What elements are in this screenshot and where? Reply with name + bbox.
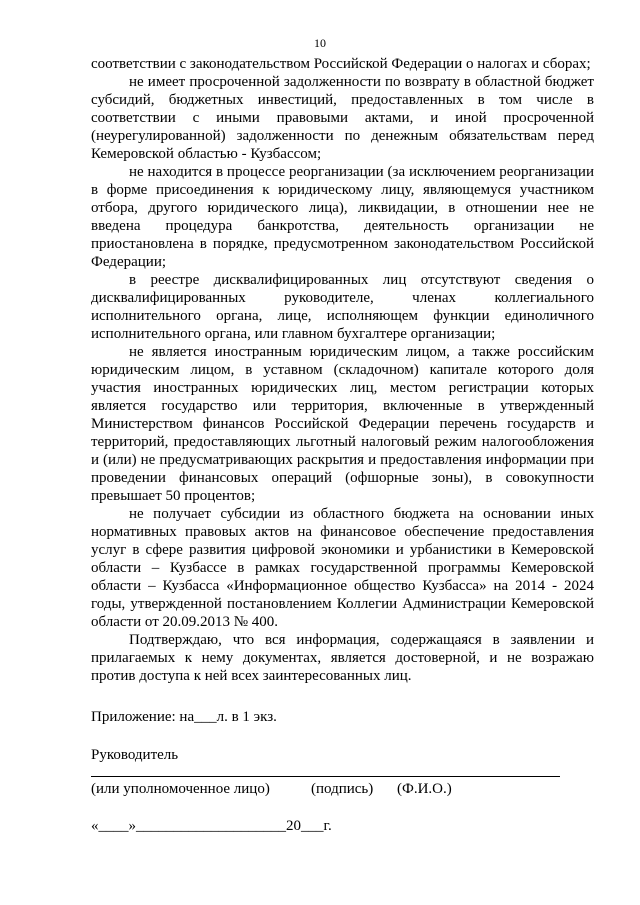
paragraph-disqualified-registry: в реестре дисквалифицированных лиц отсутствуют сведения о дисквалифицированных руководителе, членах коллегиального исполнительного органа, лице, исполняющем функции единоличного исполнительного органа, или главном бухгалтере организации; bbox=[91, 272, 594, 342]
signature-line bbox=[91, 776, 560, 777]
date-line: «____»____________________20___г. bbox=[91, 818, 332, 834]
paragraph-confirmation: Подтверждаю, что вся информация, содержащаяся в заявлении и прилагаемых к нему документах, является достоверной, и не возражаю против доступа к ней всех заинтересованных лиц. bbox=[91, 632, 594, 684]
head-label: Руководитель bbox=[91, 747, 179, 763]
page-number: 10 bbox=[314, 36, 326, 50]
document-body bbox=[91, 55, 594, 685]
paragraph-no-reorganization: не находится в процессе реорганизации (за исключением реорганизации в форме присоединения к юридическому лицу, являющемуся участником отбора, другого юридического лица), ликвидации, в отношении нее не введена процедура банкротства, деятельность организации не приостановлена в порядке, предусмотренном законодательством Российской Федерации; bbox=[91, 164, 594, 270]
caption-authorized-person: (или уполномоченное лицо) bbox=[91, 781, 270, 797]
paragraph-no-overdue-debt: не имеет просроченной задолженности по возврату в областной бюджет субсидий, бюджетных инвестиций, предоставленных в том числе в соответствии с иными правовыми актами, и иной просроченной (неурегулированной) задолженности по денежным обязательствам перед Кемеровской областью - Кузбассом; bbox=[91, 74, 594, 162]
caption-full-name: (Ф.И.О.) bbox=[397, 781, 452, 797]
paragraph-tax-continuation: соответствии с законодательством Российской Федерации о налогах и сборах; bbox=[91, 56, 591, 72]
paragraph-no-other-subsidies: не получает субсидии из областного бюджета на основании иных нормативных правовых актов на финансовое обеспечение предоставления услуг в сфере развития цифровой экономики и урбанистики в Кемеровской области – Кузбассе в рамках государственной программы Кемеровской области – Кузбасса «Информационное общество Кузбасса» на 2014 - 2024 годы, утвержденной постановлением Коллегии Администрации Кемеровской области от 20.09.2013 № 400. bbox=[91, 506, 594, 630]
caption-signature: (подпись) bbox=[311, 781, 374, 797]
attachment-line: Приложение: на___л. в 1 экз. bbox=[91, 709, 277, 725]
paragraph-not-foreign-entity: не является иностранным юридическим лицом, а также российским юридическим лицом, в уставном (складочном) капитале которого доля участия иностранных юридических лиц, местом регистрации которых является государство или территория, включенные в утвержденный Министерством финансов Российской Федерации перечень государств и территорий, предоставляющих льготный налоговый режим налогообложения и (или) не предусматривающих раскрытия и предоставления информации при проведении финансовых операций (офшорные зоны), в совокупности превышает 50 процентов; bbox=[91, 344, 594, 504]
